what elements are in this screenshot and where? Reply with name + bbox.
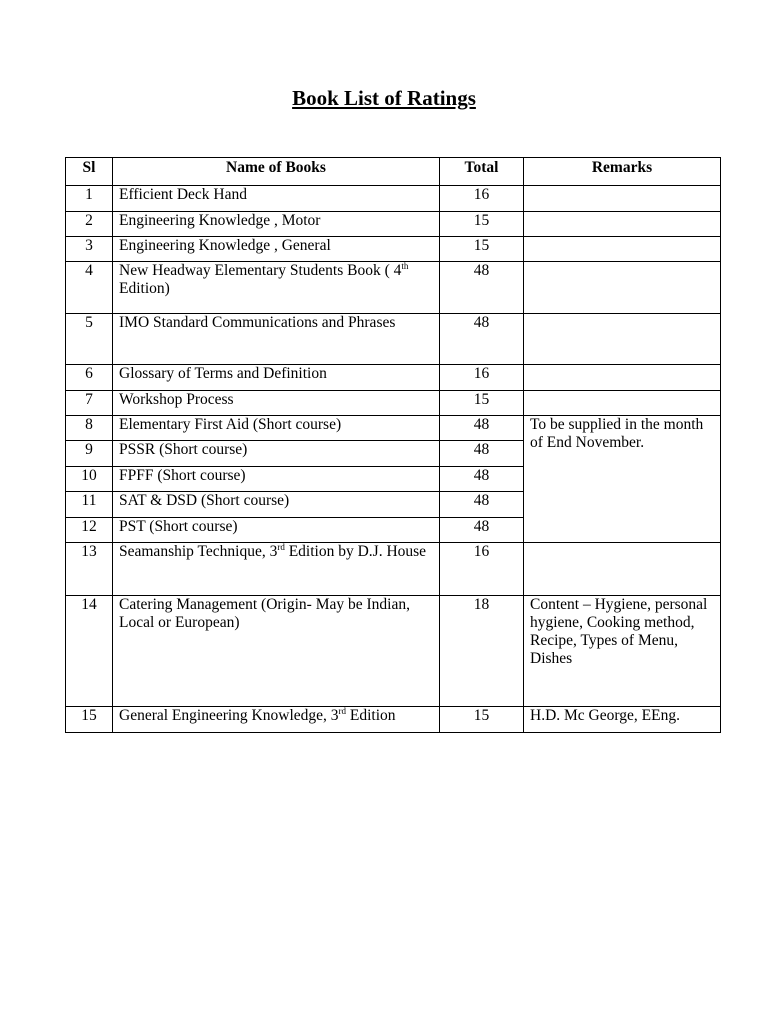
cell-book-name: Elementary First Aid (Short course)	[113, 416, 440, 441]
cell-sl: 7	[66, 391, 113, 416]
cell-sl: 8	[66, 416, 113, 441]
cell-sl: 9	[66, 441, 113, 467]
cell-book-name: Workshop Process	[113, 391, 440, 416]
cell-total: 18	[440, 596, 524, 707]
cell-book-name: IMO Standard Communications and Phrases	[113, 314, 440, 365]
table-row	[66, 416, 721, 441]
cell-book-name: PSSR (Short course)	[113, 441, 440, 467]
cell-sl: 5	[66, 314, 113, 365]
cell-total: 15	[440, 391, 524, 416]
cell-sl: 4	[66, 262, 113, 314]
cell-total: 48	[440, 441, 524, 467]
cell-total: 48	[440, 314, 524, 365]
cell-total: 16	[440, 543, 524, 596]
cell-sl: 14	[66, 596, 113, 707]
table-row	[66, 186, 721, 212]
header-name-of-books: Name of Books	[113, 158, 440, 186]
table-row	[66, 237, 721, 262]
cell-remarks	[524, 262, 721, 314]
book-name-part: Edition)	[119, 280, 170, 297]
cell-remarks	[524, 212, 721, 237]
book-name-part: Seamanship Technique, 3	[119, 543, 278, 560]
cell-book-name	[113, 262, 440, 314]
table-header-row	[66, 158, 721, 186]
cell-total: 48	[440, 416, 524, 441]
ordinal-suffix: rd	[338, 705, 347, 716]
cell-total: 16	[440, 186, 524, 212]
cell-total: 15	[440, 212, 524, 237]
cell-book-name: FPFF (Short course)	[113, 467, 440, 492]
cell-remarks	[524, 186, 721, 212]
cell-book-name: Catering Management (Origin- May be Indian, Local or European)	[113, 596, 440, 707]
table-row	[66, 543, 721, 596]
cell-remarks	[524, 365, 721, 391]
cell-remarks: H.D. Mc George, EEng.	[524, 707, 721, 733]
cell-remarks	[524, 314, 721, 365]
table-row	[66, 314, 721, 365]
cell-book-name: SAT & DSD (Short course)	[113, 492, 440, 518]
header-total: Total	[440, 158, 524, 186]
cell-remarks-short-courses: To be supplied in the month of End November.	[524, 416, 721, 543]
cell-remarks: Content – Hygiene, personal hygiene, Cooking method, Recipe, Types of Menu, Dishes	[524, 596, 721, 707]
table-row	[66, 262, 721, 314]
cell-total: 48	[440, 518, 524, 543]
cell-total: 15	[440, 707, 524, 733]
cell-sl: 3	[66, 237, 113, 262]
cell-book-name: PST (Short course)	[113, 518, 440, 543]
table-row	[66, 707, 721, 733]
book-name-part: New Headway Elementary Students Book ( 4	[119, 262, 402, 279]
book-name-part: General Engineering Knowledge, 3	[119, 707, 339, 724]
cell-book-name: Glossary of Terms and Definition	[113, 365, 440, 391]
ordinal-suffix: rd	[277, 541, 285, 552]
cell-remarks	[524, 543, 721, 596]
table-row	[66, 212, 721, 237]
cell-remarks	[524, 237, 721, 262]
cell-sl: 13	[66, 543, 113, 596]
cell-sl: 11	[66, 492, 113, 518]
cell-book-name: Engineering Knowledge , General	[113, 237, 440, 262]
table-row	[66, 596, 721, 707]
header-remarks: Remarks	[524, 158, 721, 186]
header-sl: Sl	[66, 158, 113, 186]
cell-book-name	[113, 707, 440, 733]
ordinal-suffix: th	[401, 260, 409, 271]
cell-total: 15	[440, 237, 524, 262]
cell-sl: 12	[66, 518, 113, 543]
cell-sl: 2	[66, 212, 113, 237]
cell-book-name: Efficient Deck Hand	[113, 186, 440, 212]
book-list-table	[65, 157, 721, 733]
cell-total: 16	[440, 365, 524, 391]
book-name-part: Edition by D.J. House	[284, 543, 427, 560]
cell-sl: 1	[66, 186, 113, 212]
cell-sl: 10	[66, 467, 113, 492]
cell-sl: 15	[66, 707, 113, 733]
cell-remarks	[524, 391, 721, 416]
book-name-part: Edition	[346, 707, 396, 724]
table-row	[66, 391, 721, 416]
table-row	[66, 365, 721, 391]
cell-sl: 6	[66, 365, 113, 391]
cell-total: 48	[440, 262, 524, 314]
page-title: Book List of Ratings	[292, 86, 476, 110]
cell-total: 48	[440, 467, 524, 492]
cell-total: 48	[440, 492, 524, 518]
cell-book-name	[113, 543, 440, 596]
cell-book-name: Engineering Knowledge , Motor	[113, 212, 440, 237]
